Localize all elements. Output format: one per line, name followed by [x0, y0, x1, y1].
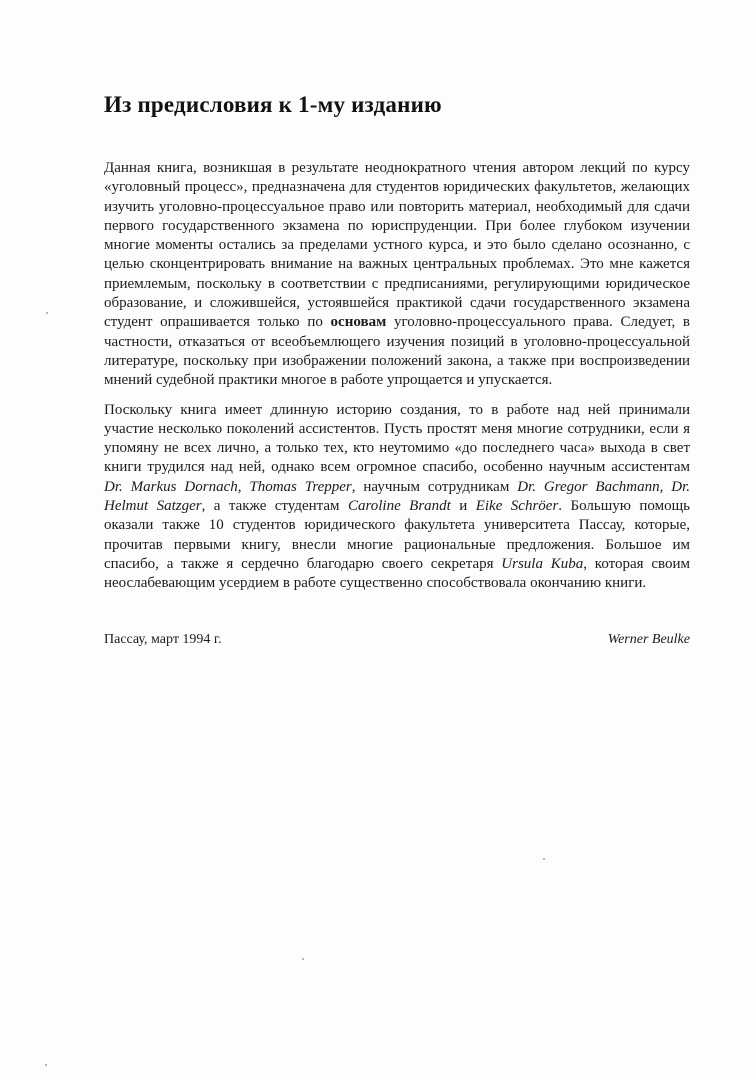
scan-speck — [45, 1064, 47, 1066]
person-name: Dr. Markus Dornach, Thomas Trepper — [104, 478, 352, 495]
text-run: и — [450, 498, 476, 515]
text-run: уголовно-процессуального права. Следует, в частности, отказаться от всеобъемлющего изучения позиций в уголовно-процессуальной литературе, поскольку при изображении положений закона, а также при воспроизведении мнений судебной практики многое в работе упрощается и упускается. — [104, 314, 690, 389]
paragraph-1 — [104, 159, 690, 391]
text-run: Данная книга, возникшая в результате неоднократного чтения автором лекций по курсу «уголовный процесс», предназначена для студентов юридических факультетов, желающих изучить уголовно-процессуальное право или повторить материал, необходимый для сдачи первого государственного экзамена по юриспруденции. При более глубоком изучении многие моменты остались за пределами устного курса, и это было сделано осознанно, с целью сконцентрировать внимание на важных центральных проблемах. Это мне кажется приемлемым, поскольку в соответствии с предписаниями, регулирующими юридическое образование, и сложившейся, устоявшейся практикой сдачи государственного экзамена студент опрашивается только по — [104, 160, 690, 331]
person-name: Ursula Kuba — [501, 555, 584, 572]
person-name: Eike Schröer — [475, 498, 559, 515]
scan-speck — [302, 958, 304, 960]
text-run: Поскольку книга имеет длинную историю создания, то в работе над ней принимали участие несколько поколений ассистентов. Пусть простят меня многие сотрудники, если я упомяну не всех лично, а только тех, кто неутомимо «до последнего часа» выхода в свет книги трудился над ней, однако всем огромное спасибо, особенно научным ассистентам — [104, 401, 690, 476]
person-name: Caroline Brandt — [347, 498, 451, 515]
bold-term: основам — [330, 314, 387, 331]
author-signature: Werner Beulke — [607, 632, 690, 647]
person-name: Dr. Gregor Bachmann, Dr. Helmut Satzger — [104, 478, 690, 515]
scan-speck — [46, 312, 48, 314]
text-run: . Большую помощь оказали также 10 студентов юридического факультета университета Пассау, которые, прочитав первыми книгу, внесли многие рациональные предложения. Большое им спасибо, а также я сердечно благодарю своего секретаря — [104, 498, 690, 572]
body-text — [104, 159, 690, 594]
text-run: , а также студентам — [201, 498, 348, 515]
text-run: , которая своим неослабевающим усердием в работе существенно способствовала окончанию книги. — [104, 555, 690, 592]
text-run: , научным сотрудникам — [351, 478, 518, 495]
paragraph-2 — [104, 401, 690, 594]
place-date: Пассау, март 1994 г. — [104, 632, 222, 647]
page-title: Из предисловия к 1-му изданию — [104, 92, 442, 117]
scan-speck — [543, 858, 545, 860]
